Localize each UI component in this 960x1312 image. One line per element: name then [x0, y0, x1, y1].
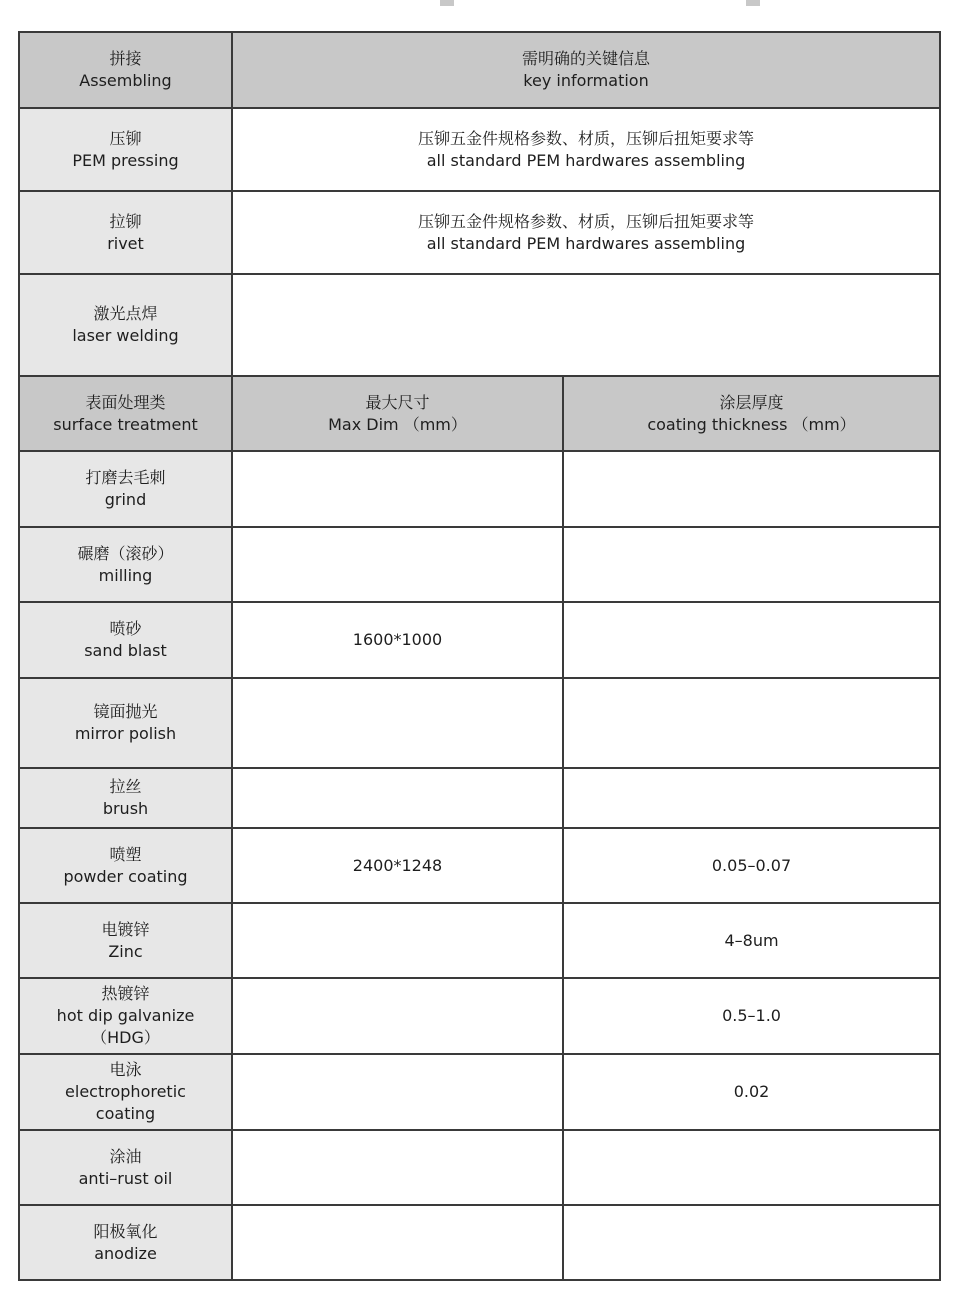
surface-header-cn: 表面处理类 [85, 392, 166, 412]
assembly-info-cn: 压铆五金件规格参数、材质，压铆后扭矩要求等 [418, 211, 755, 231]
surface-row [19, 978, 940, 1054]
coating-cell [563, 527, 940, 602]
surface-label-en: brush [102, 799, 149, 818]
surface-label-cell [19, 768, 232, 828]
surface-row [19, 527, 940, 602]
surface-label-cn: 电镀锌 [101, 919, 150, 939]
surface-label-cell [19, 527, 232, 602]
surface-label-cn: 喷砂 [109, 619, 142, 638]
assembly-info-en: all standard PEM hardwares assembling [426, 150, 746, 170]
assembly-header-cell [19, 32, 232, 108]
max-dim-cell [232, 1054, 563, 1130]
max-dim-cell [232, 527, 563, 602]
assembly-info-cn: 压铆五金件规格参数、材质，压铆后扭矩要求等 [418, 128, 755, 148]
assembly-info-cell [232, 191, 940, 274]
max-dim-cell: 2400*1248 [232, 828, 563, 903]
surface-label-en-line2: coating [95, 1104, 156, 1123]
assembly-label-cn: 压铆 [109, 128, 142, 148]
surface-label-en-line2: （HDG） [91, 1028, 160, 1047]
surface-row [19, 1205, 940, 1280]
coating-cell [563, 1205, 940, 1280]
surface-label-cn: 电泳 [109, 1060, 142, 1079]
surface-header-row [19, 376, 940, 451]
surface-label-cell [19, 828, 232, 903]
key-info-header-cn: 需明确的关键信息 [522, 49, 651, 68]
surface-row [19, 1130, 940, 1205]
top-edge-mark-left [440, 0, 454, 6]
coating-cell: 0.5–1.0 [563, 978, 940, 1054]
surface-label-cn: 喷塑 [109, 844, 142, 864]
assembly-row [19, 108, 940, 191]
max-dim-cell [232, 1130, 563, 1205]
coating-cell [563, 451, 940, 527]
assembly-header-en: Assembling [79, 71, 172, 90]
coating-cell [563, 1130, 940, 1205]
surface-row [19, 678, 940, 768]
max-dim-cell [232, 1205, 563, 1280]
assembly-info-en: all standard PEM hardwares assembling [426, 233, 746, 253]
surface-label-cell [19, 602, 232, 678]
surface-row [19, 451, 940, 527]
surface-label-cn: 镜面抛光 [93, 702, 158, 721]
coating-cell: 4–8um [563, 903, 940, 978]
surface-label-en: anodize [94, 1243, 157, 1263]
surface-label-en: powder coating [63, 866, 188, 886]
surface-label-en: grind [104, 490, 147, 509]
max-dim-header-cn: 最大尺寸 [365, 392, 430, 412]
key-info-header-en: key information [523, 71, 649, 90]
assembly-label-cell [19, 108, 232, 191]
assembly-row [19, 274, 940, 376]
surface-label-en: Zinc [108, 941, 143, 961]
surface-header-en: surface treatment [53, 414, 198, 434]
surface-label-cn: 热镀锌 [101, 984, 150, 1003]
surface-label-cn: 阳极氧化 [93, 1221, 158, 1241]
max-dim-cell [232, 678, 563, 768]
assembly-label-cn: 激光点焊 [93, 304, 158, 323]
assembly-label-en: rivet [107, 233, 144, 253]
max-dim-header-en: Max Dim （mm） [328, 414, 467, 434]
surface-label-cn: 打磨去毛刺 [85, 468, 166, 487]
coating-cell: 0.02 [563, 1054, 940, 1130]
max-dim-cell [232, 903, 563, 978]
max-dim-cell [232, 451, 563, 527]
surface-row [19, 1054, 940, 1130]
surface-label-en: sand blast [84, 641, 167, 660]
assembly-label-cn: 拉铆 [109, 211, 142, 231]
assembly-header-row [19, 32, 940, 108]
coating-header-en: coating thickness （mm） [647, 414, 856, 434]
coating-header-cn: 涂层厚度 [719, 392, 784, 412]
assembly-row [19, 191, 940, 274]
surface-label-cell [19, 1130, 232, 1205]
surface-label-en: electrophoretic [65, 1082, 186, 1101]
surface-label-cell [19, 678, 232, 768]
surface-label-cn: 拉丝 [109, 777, 142, 796]
coating-cell [563, 602, 940, 678]
coating-cell [563, 678, 940, 768]
top-edge-mark-right [746, 0, 760, 6]
assembly-label-cell [19, 191, 232, 274]
assembly-label-en: laser welding [72, 326, 179, 345]
surface-row [19, 768, 940, 828]
surface-label-cell [19, 903, 232, 978]
surface-label-cell [19, 1054, 232, 1130]
assembly-label-en: PEM pressing [72, 150, 179, 170]
assembly-header-cn: 拼接 [109, 49, 142, 68]
surface-row [19, 903, 940, 978]
surface-row [19, 602, 940, 678]
surface-label-cell [19, 1205, 232, 1280]
surface-label-en: mirror polish [74, 724, 177, 743]
coating-cell: 0.05–0.07 [563, 828, 940, 903]
surface-label-en: anti–rust oil [78, 1168, 173, 1188]
assembly-label-cell [19, 274, 232, 376]
surface-label-cn: 涂油 [109, 1146, 142, 1166]
process-capability-table [18, 31, 941, 1281]
coating-header-cell [563, 376, 940, 451]
surface-label-en: milling [98, 565, 153, 585]
surface-row [19, 828, 940, 903]
max-dim-cell: 1600*1000 [232, 602, 563, 678]
assembly-info-cell [232, 274, 940, 376]
assembly-info-cell [232, 108, 940, 191]
max-dim-cell [232, 978, 563, 1054]
surface-label-cn: 碾磨（滚砂） [77, 543, 174, 563]
surface-label-en: hot dip galvanize [56, 1006, 195, 1025]
key-info-header-cell [232, 32, 940, 108]
coating-cell [563, 768, 940, 828]
max-dim-cell [232, 768, 563, 828]
max-dim-header-cell [232, 376, 563, 451]
surface-label-cell [19, 451, 232, 527]
surface-header-cell [19, 376, 232, 451]
surface-label-cell [19, 978, 232, 1054]
